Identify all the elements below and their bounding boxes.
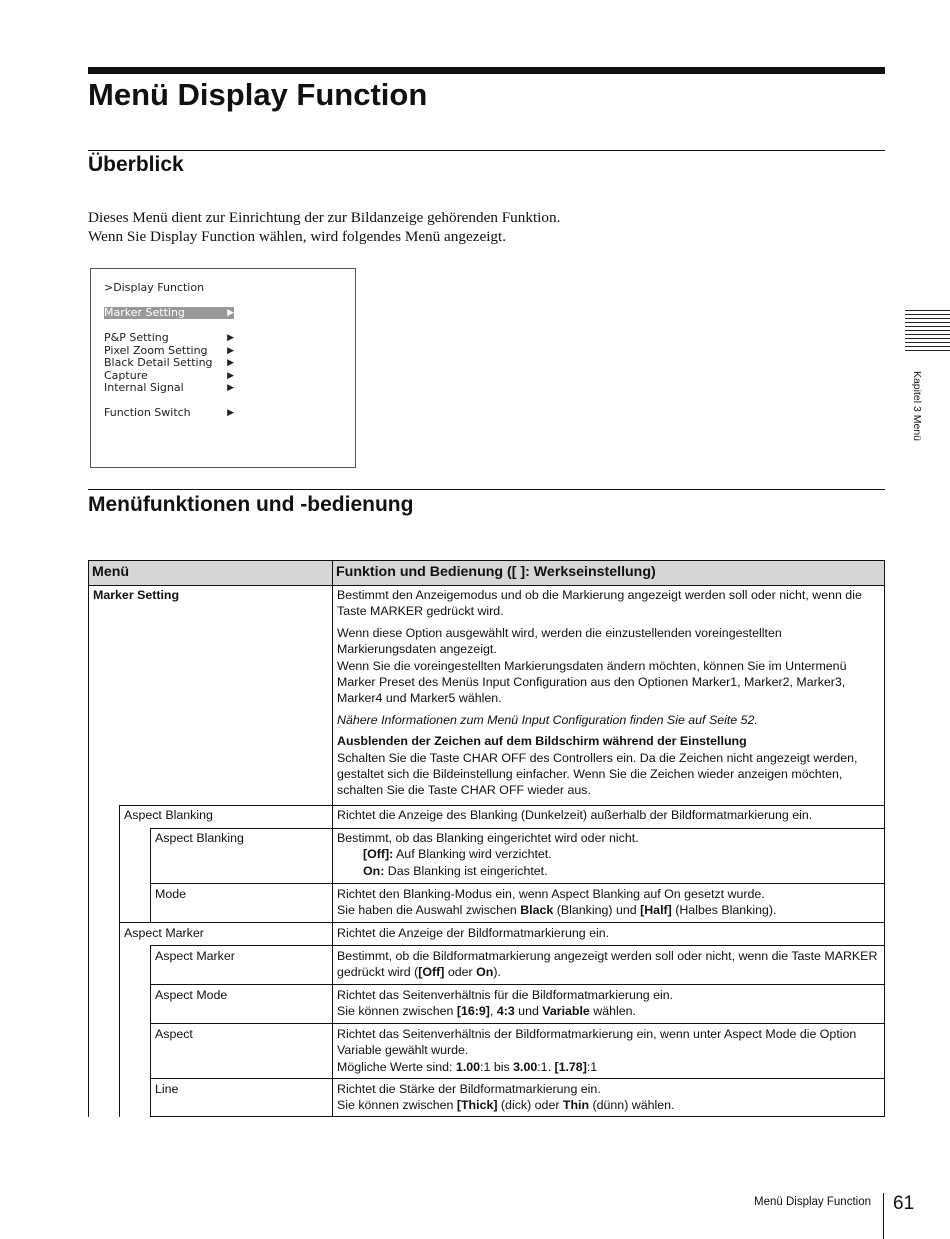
footer-divider: [883, 1193, 884, 1239]
row-desc-aspect-marker-sub: Bestimmt, ob die Bildformatmarkierung angezeigt werden soll oder nicht, wenn die Taste MARKER gedrückt wird ([Off] oder On).: [337, 949, 878, 980]
row-label-mode: Mode: [155, 887, 186, 901]
row-label-line: Line: [155, 1082, 179, 1096]
row-label-aspect: Aspect: [155, 1027, 193, 1041]
intro-text: [88, 208, 560, 246]
row-desc-aspect-mode: Richtet das Seitenverhältnis für die Bildformatmarkierung ein. Sie können zwischen [16:9], 4:3 und Variable wählen.: [337, 988, 674, 1019]
row-desc-aspect-marker: Richtet die Anzeige der Bildformatmarkierung ein.: [337, 926, 610, 940]
table-border: [88, 560, 885, 561]
table-border: [150, 984, 885, 985]
table-border: [119, 805, 120, 1117]
page-title: Menü Display Function: [88, 77, 428, 112]
row-desc-aspect: Richtet das Seitenverhältnis der Bildformatmarkierung ein, wenn unter Aspect Mode die Option Variable gewählt wurde. Mögliche Werte sind: 1.00:1 bis 3.00:1. [1.78]:1: [337, 1027, 857, 1074]
row-label-aspect-blanking: Aspect Blanking: [124, 808, 213, 822]
menu-item-pixel-zoom: Pixel Zoom Setting ▶: [104, 343, 234, 357]
functions-heading: Menüfunktionen und -bedienung: [88, 493, 414, 516]
row-desc-line: Richtet die Stärke der Bildformatmarkierung ein. Sie können zwischen [Thick] (dick) oder Thin (dünn) wählen.: [337, 1082, 675, 1113]
row-desc-aspect-blanking-sub: Bestimmt, ob das Blanking eingerichtet wird oder nicht. [Off]: Auf Blanking wird verzichtet. On: Das Blanking ist eingerichtet.: [337, 831, 639, 878]
menu-screen: [90, 268, 356, 468]
table-border: [119, 805, 885, 806]
menu-table: [88, 560, 885, 1117]
menu-item-black-detail: Black Detail Setting ▶: [104, 356, 234, 369]
section-rule: [88, 150, 885, 151]
table-border: [332, 560, 333, 1117]
table-border: [150, 828, 885, 829]
intro-line-2: Wenn Sie Display Function wählen, wird folgendes Menü angezeigt.: [88, 228, 507, 245]
page-number: 61: [893, 1193, 915, 1214]
table-border: [150, 1023, 885, 1024]
table-header-menu: Menü: [88, 560, 332, 585]
row-label-marker-setting: Marker Setting: [93, 588, 180, 602]
menu-item-pp-setting: P&P Setting ▶: [104, 331, 234, 344]
table-border: [150, 1078, 885, 1079]
table-border: [119, 922, 885, 923]
row-label-aspect-marker-sub: Aspect Marker: [155, 949, 235, 963]
section-rule: [88, 489, 885, 490]
table-border: [88, 585, 885, 586]
arrow-right-icon: ▶: [227, 308, 234, 318]
row-label-aspect-marker: Aspect Marker: [124, 926, 204, 940]
table-header-function: Funktion und Bedienung ([ ]: Werkseinstellung): [332, 560, 885, 585]
arrow-right-icon: ▶: [227, 408, 234, 418]
menu-item-function-switch: Function Switch ▶: [104, 406, 234, 419]
chapter-tab-label: Kapitel 3 Menü: [911, 370, 923, 442]
table-border: [150, 883, 885, 884]
row-desc-mode: Richtet den Blanking-Modus ein, wenn Aspect Blanking auf On gesetzt wurde. Sie haben die Auswahl zwischen Black (Blanking) und [Half] (Halbes Blanking).: [337, 887, 777, 918]
chapter-tab-lines: [905, 310, 950, 354]
table-border: [150, 1116, 885, 1117]
menu-screen-title: >Display Function: [104, 281, 205, 294]
intro-line-1: Dieses Menü dient zur Einrichtung der zur Bildanzeige gehörenden Funktion.: [88, 209, 561, 226]
arrow-right-icon: ▶: [227, 345, 234, 356]
table-border: [150, 828, 151, 923]
arrow-right-icon: ▶: [227, 333, 234, 343]
menu-item-internal-signal: Internal Signal ▶: [104, 381, 234, 394]
table-border: [884, 560, 885, 1117]
row-desc-aspect-blanking: Richtet die Anzeige des Blanking (Dunkelzeit) außerhalb der Bildformatmarkierung ein.: [337, 808, 813, 822]
table-border: [150, 945, 885, 946]
table-border: [88, 560, 89, 1117]
table-border: [150, 946, 151, 1117]
footer-title: Menü Display Function: [754, 1196, 871, 1208]
arrow-right-icon: ▶: [227, 383, 234, 393]
arrow-right-icon: ▶: [227, 370, 234, 381]
arrow-right-icon: ▶: [227, 358, 234, 368]
row-label-aspect-blanking-sub: Aspect Blanking: [155, 831, 244, 845]
row-desc-marker-setting: Bestimmt den Anzeigemodus und ob die Markierung angezeigt werden soll oder nicht, wenn die Taste MARKER gedrückt wird. Wenn diese Option ausgewählt wird, werden die einzustellenden voreingestellten Markierungsdaten angezeigt. Wenn Sie die voreingestellten Markierungsdaten ändern möchten, können Sie im Untermenü Marker Preset des Menüs Input Configuration aus den Optionen Marker1, Marker2, Marker3, Marker4 und Marker5 wählen. Nähere Informationen zum Menü Input Configuration finden Sie auf Seite 52. Ausblenden der Zeichen auf dem Bildschirm während der Einstellung Schalten Sie die Taste CHAR OFF des Controllers ein. Da die Zeichen nicht angezeigt werden, gestaltet sich die Bildeinstellung einfacher. Wenn Sie die Zeichen wieder anzeigen möchten, schalten Sie die Taste CHAR OFF wieder aus.: [337, 588, 862, 798]
title-rule: [88, 67, 885, 74]
overview-heading: Überblick: [88, 153, 184, 176]
row-label-aspect-mode: Aspect Mode: [155, 988, 228, 1002]
menu-item-marker-setting: Marker Setting ▶: [104, 306, 234, 319]
menu-item-capture: Capture ▶: [104, 368, 234, 382]
